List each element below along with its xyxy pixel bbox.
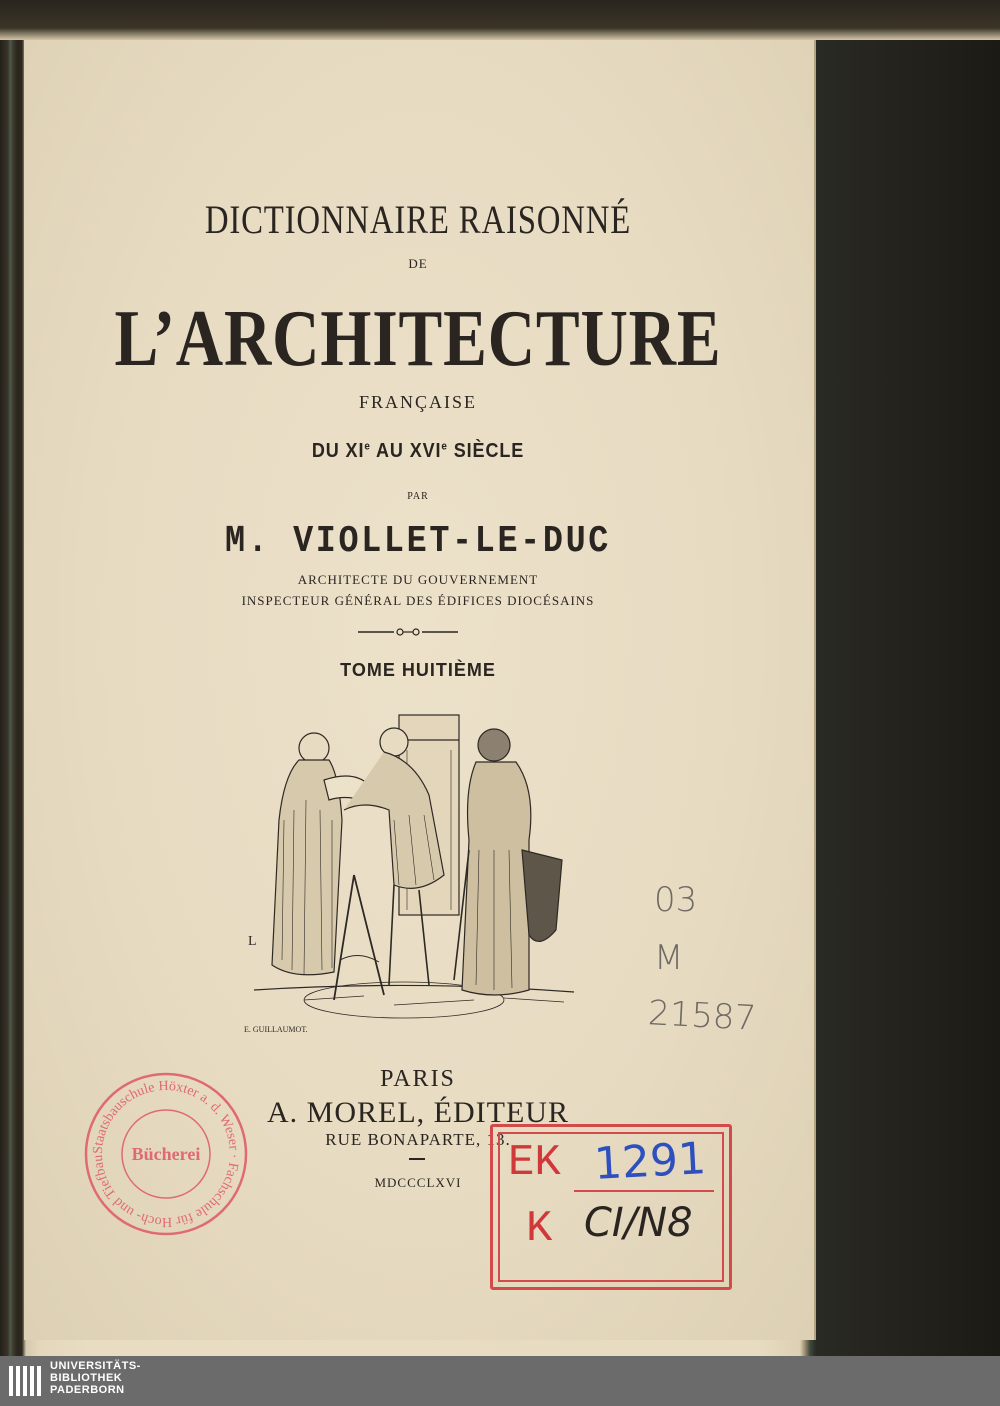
library-logo-text: [50, 1360, 141, 1396]
round-stamp-center-text: Bücherei: [131, 1144, 201, 1164]
century-prefix: DU XI: [311, 440, 365, 462]
library-footer-bar: [0, 1356, 1000, 1406]
pencil-note-2: M: [654, 938, 684, 978]
century-mid: AU XVI: [370, 440, 442, 462]
stamp-k-label: K: [526, 1204, 553, 1254]
library-logo-line-2: BIBLIOTHEK: [50, 1372, 123, 1384]
century-line: [42, 440, 794, 463]
stamp-handwritten-number: 1291: [592, 1133, 708, 1190]
library-logo-icon: [8, 1364, 44, 1398]
publication-year: MDCCCLXVI: [374, 1175, 462, 1190]
round-library-stamp: [82, 1070, 250, 1238]
publisher-address: RUE BONAPARTE, 13.: [325, 1130, 511, 1149]
illustration-monogram: L: [248, 934, 257, 949]
author-role-1: ARCHITECTE DU GOUVERNEMENT: [297, 572, 539, 587]
library-logo-line-1: UNIVERSITÄTS-: [50, 1360, 141, 1372]
volume-label: TOME HUITIÈME: [340, 660, 496, 680]
main-title: L’ARCHITECTURE: [114, 295, 722, 383]
century-sup-1: e: [364, 440, 371, 453]
century-suffix: SIÈCLE: [447, 440, 525, 462]
author-role-2: INSPECTEUR GÉNÉRAL DES ÉDIFICES DIOCÉSAINS: [241, 593, 595, 608]
ornament-divider: [358, 625, 458, 639]
illustration-signature: E. GUILLAUMOT.: [244, 1025, 308, 1034]
publisher-name: A. MOREL, ÉDITEUR: [267, 1096, 569, 1129]
title-line-4: FRANÇAISE: [358, 392, 478, 412]
pencil-note-1: 03: [654, 880, 698, 920]
stamp-ek-label: EK: [508, 1138, 561, 1188]
stamp-handwritten-shelfmark: CI/N8: [584, 1200, 693, 1246]
library-logo-line-3: PADERBORN: [50, 1384, 125, 1396]
pencil-note-3: 21587: [647, 993, 758, 1039]
engraving-illustration: [244, 700, 584, 1050]
publication-city: PARIS: [380, 1066, 456, 1092]
century-sup-2: e: [441, 440, 448, 453]
top-edge: [0, 0, 1000, 40]
round-stamp-outer-text: Staatsbauschule Höxter a. d. Weser · Fachschule für Hoch- und Tiefbau: [90, 1078, 242, 1230]
title-line-1: DICTIONNAIRE RAISONNÉ: [204, 197, 632, 242]
short-rule: [409, 1158, 425, 1160]
author-name: M. VIOLLET-LE-DUC: [224, 520, 612, 563]
by-line: PAR: [407, 491, 429, 502]
stamp-divider: [574, 1190, 714, 1192]
title-line-2: DE: [408, 256, 428, 271]
